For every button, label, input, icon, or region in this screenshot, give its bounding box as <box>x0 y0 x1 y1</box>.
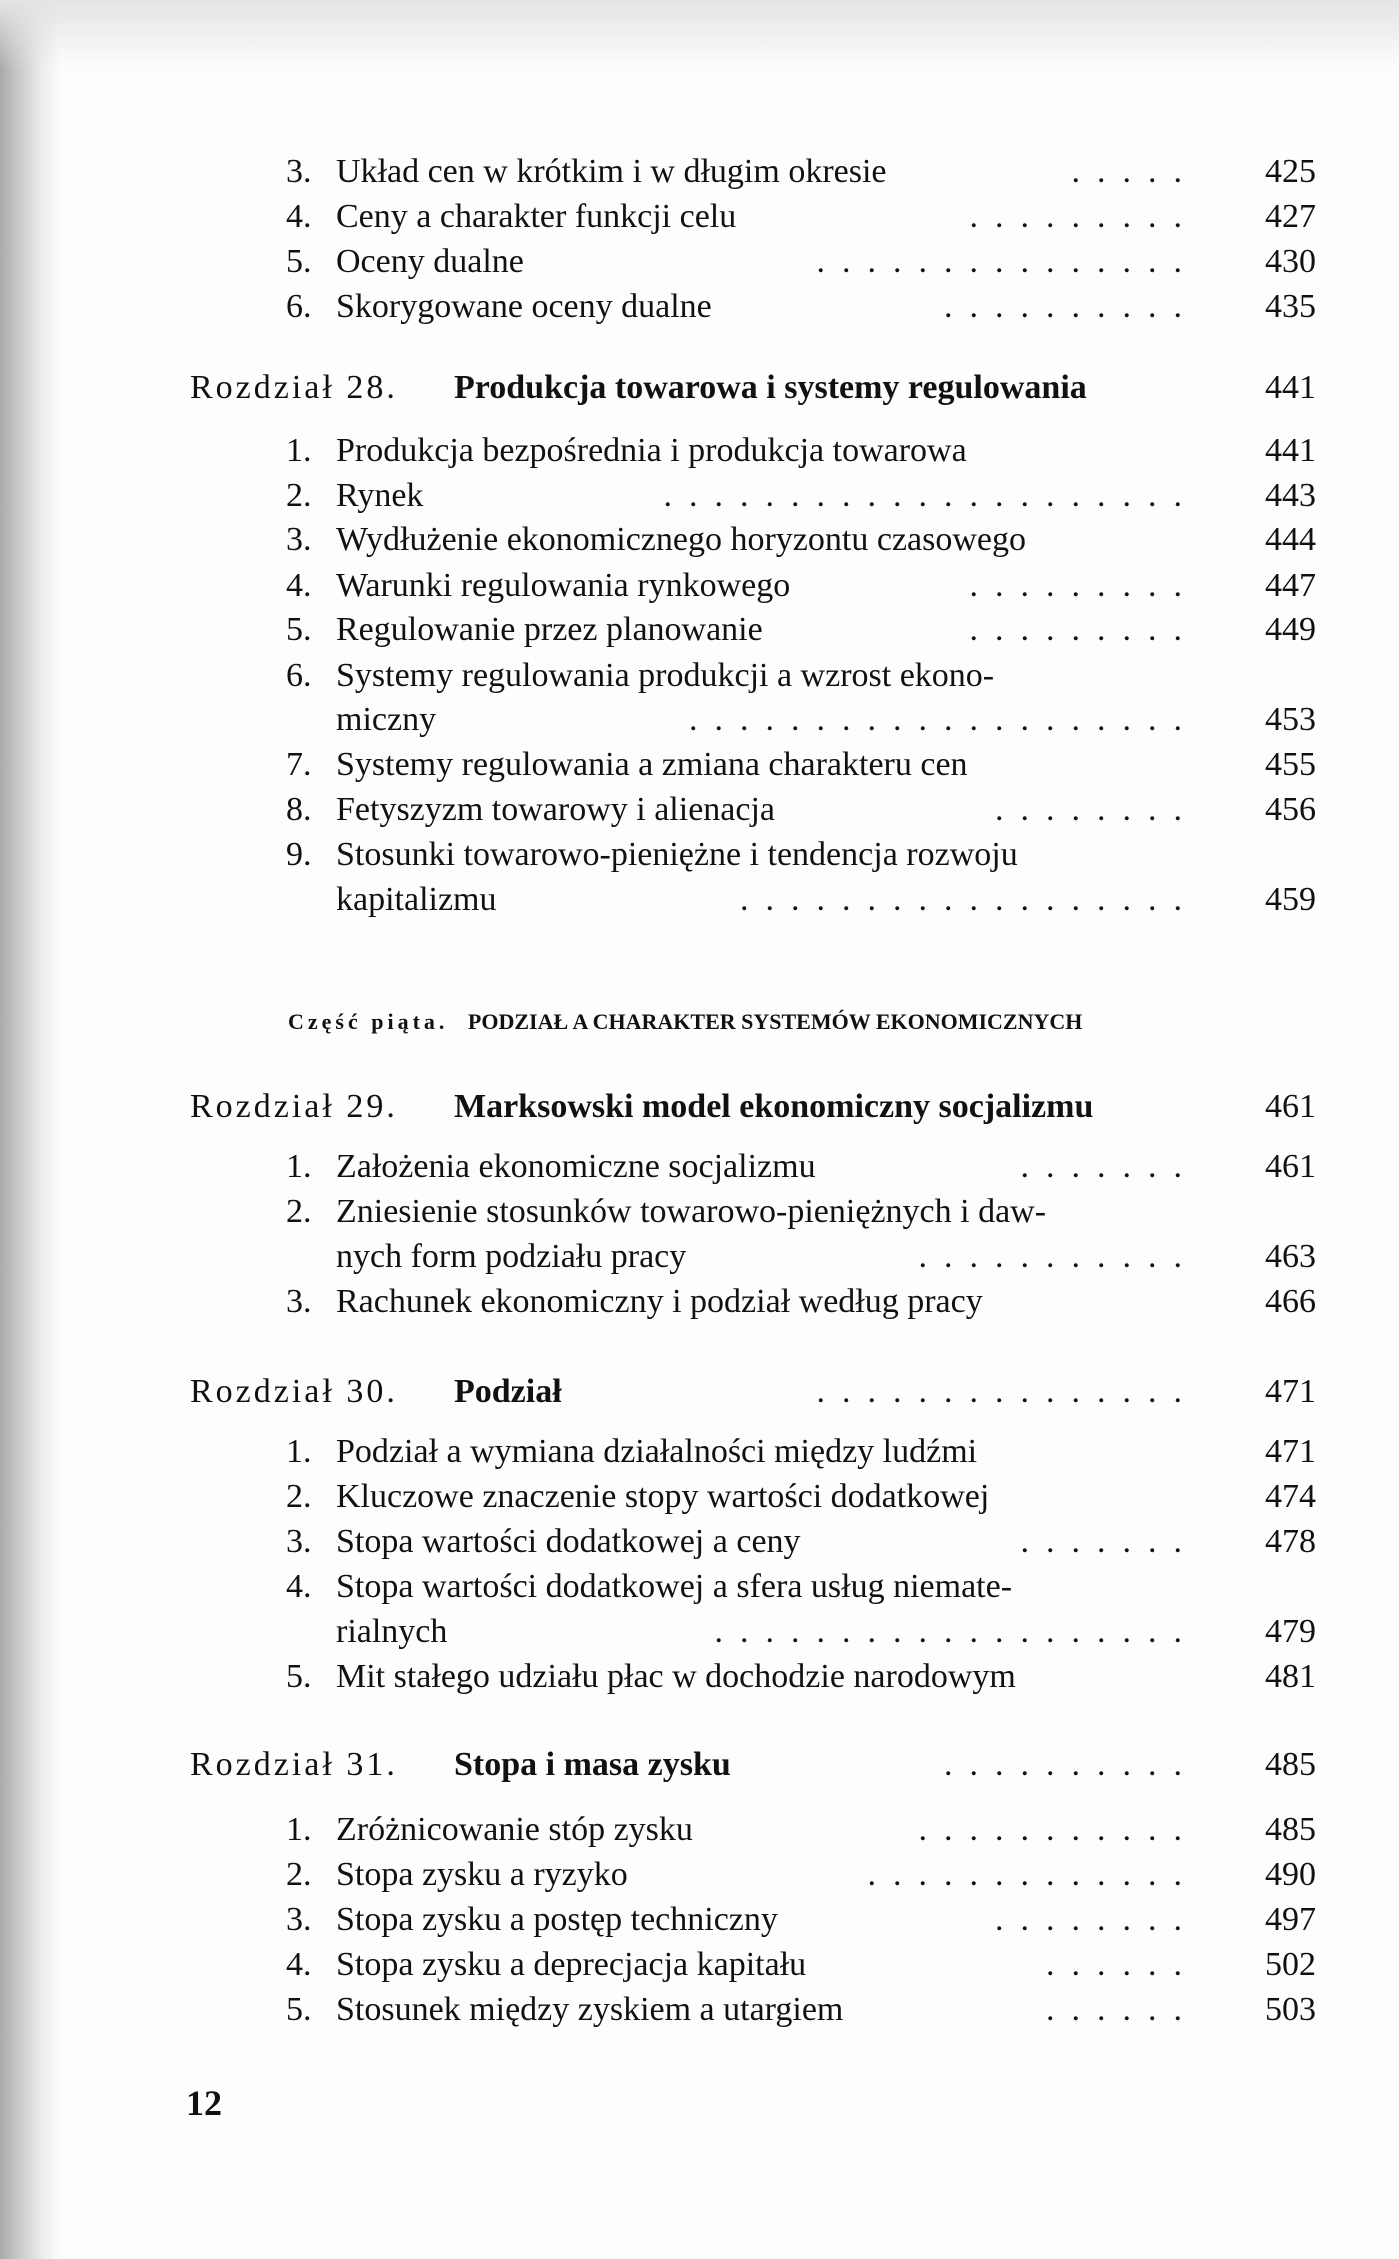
entry-number: 1. <box>286 432 312 469</box>
entry-title: Stopa wartości dodatkowej a ceny <box>336 1523 801 1560</box>
page-number: 12 <box>186 2083 222 2123</box>
toc-entry-continuation <box>0 1235 1399 1279</box>
entry-page: 430 <box>1265 243 1316 280</box>
part-title: PODZIAŁ A CHARAKTER SYSTEMÓW EKONOMICZNYCH <box>467 1009 1083 1034</box>
entry-number: 5. <box>286 611 312 648</box>
toc-entry-continuation <box>0 698 1399 742</box>
leader-dots: ....... <box>1020 1523 1199 1560</box>
entry-number: 5. <box>286 1991 312 2028</box>
entry-page: 503 <box>1265 1991 1316 2028</box>
leader-dots: ................... <box>714 1613 1199 1650</box>
leader-dots: ....... <box>1020 1148 1199 1185</box>
entry-number: 1. <box>286 1148 312 1185</box>
entry-title: Stopa zysku a ryzyko <box>336 1856 628 1893</box>
entry-title: Podział a wymiana działalności między ludźmi <box>336 1433 978 1470</box>
part-label: Część piąta. <box>288 1009 449 1034</box>
entry-page: 502 <box>1265 1946 1316 1983</box>
entry-title: Zróżnicowanie stóp zysku <box>336 1811 693 1848</box>
entry-title: Fetyszyzm towarowy i alienacja <box>336 791 776 828</box>
leader-dots: ......... <box>969 567 1199 604</box>
leader-dots: .................. <box>740 881 1199 918</box>
entry-title: Warunki regulowania rynkowego <box>336 567 791 604</box>
entry-title: Zniesienie stosunków towarowo-pieniężnych i daw- <box>336 1193 1047 1230</box>
entry-number: 2. <box>286 1856 312 1893</box>
entry-title: Stosunek między zyskiem a utargiem <box>336 1991 844 2028</box>
toc-entry <box>0 1280 1399 1324</box>
toc-entry <box>0 564 1399 608</box>
chapter-heading <box>0 1743 1399 1787</box>
chapter-title: Produkcja towarowa i systemy regulowania <box>454 369 1087 406</box>
leader-dots: ...... <box>1046 1991 1199 2028</box>
leader-dots: ..................... <box>663 477 1199 514</box>
entry-page: 481 <box>1265 1658 1316 1695</box>
entry-page: 427 <box>1265 198 1316 235</box>
chapter-page: 471 <box>1265 1373 1316 1410</box>
entry-title: Rynek <box>336 477 424 514</box>
entry-page: 459 <box>1265 881 1316 918</box>
toc-entry <box>0 1988 1399 2032</box>
toc-entry-continuation <box>0 1610 1399 1654</box>
chapter-prefix: Rozdział 29. <box>190 1088 398 1125</box>
entry-number: 6. <box>286 288 312 325</box>
entry-page: 490 <box>1265 1856 1316 1893</box>
chapter-prefix: Rozdział 30. <box>190 1373 398 1410</box>
entry-page: 435 <box>1265 288 1316 325</box>
toc-entry <box>0 1808 1399 1852</box>
entry-title-continuation: kapitalizmu <box>336 881 497 918</box>
entry-number: 3. <box>286 521 312 558</box>
entry-page: 453 <box>1265 701 1316 738</box>
entry-number: 4. <box>286 1946 312 1983</box>
toc-entry <box>0 1190 1399 1234</box>
entry-page: 425 <box>1265 153 1316 190</box>
leader-dots: ......... <box>969 198 1199 235</box>
scan-shadow-top <box>0 0 1399 70</box>
toc-entry <box>0 474 1399 518</box>
entry-page: 485 <box>1265 1811 1316 1848</box>
entry-title-continuation: nych form podziału pracy <box>336 1238 687 1275</box>
entry-title: Mit stałego udziału płac w dochodzie narodowym <box>336 1658 1016 1695</box>
entry-page: 455 <box>1265 746 1316 783</box>
entry-title: Stopa zysku a postęp techniczny <box>336 1901 778 1938</box>
entry-number: 4. <box>286 1568 312 1605</box>
chapter-page: 485 <box>1265 1746 1316 1783</box>
chapter-heading <box>0 1085 1399 1129</box>
toc-entry <box>0 1430 1399 1474</box>
toc-entry-continuation <box>0 878 1399 922</box>
part-heading <box>288 1004 1082 1040</box>
entry-title: Kluczowe znaczenie stopy wartości dodatkowej <box>336 1478 990 1515</box>
entry-number: 1. <box>286 1811 312 1848</box>
toc-entry <box>0 1943 1399 1987</box>
entry-number: 1. <box>286 1433 312 1470</box>
entry-title: Skorygowane oceny dualne <box>336 288 712 325</box>
leader-dots: ..... <box>1071 153 1199 190</box>
toc-entry <box>0 788 1399 832</box>
entry-title: Wydłużenie ekonomicznego horyzontu czasowego <box>336 521 1026 558</box>
entry-title: Produkcja bezpośrednia i produkcja towarowa <box>336 432 967 469</box>
chapter-title: Marksowski model ekonomiczny socjalizmu <box>454 1088 1094 1125</box>
leader-dots: ........... <box>918 1238 1199 1275</box>
entry-title: Stopa wartości dodatkowej a sfera usług niemate- <box>336 1568 1013 1605</box>
toc-entry <box>0 1565 1399 1609</box>
entry-page: 443 <box>1265 477 1316 514</box>
entry-page: 497 <box>1265 1901 1316 1938</box>
chapter-title: Podział <box>454 1373 562 1410</box>
toc-entry <box>0 608 1399 652</box>
toc-entry <box>0 1655 1399 1699</box>
leader-dots: ........... <box>918 1811 1199 1848</box>
entry-number: 5. <box>286 243 312 280</box>
leader-dots: ......... <box>969 611 1199 648</box>
entry-title: Systemy regulowania produkcji a wzrost ekono- <box>336 657 995 694</box>
entry-page: 444 <box>1265 521 1316 558</box>
toc-entry <box>0 654 1399 698</box>
entry-page: 466 <box>1265 1283 1316 1320</box>
entry-title: Stosunki towarowo-pieniężne i tendencja rozwoju <box>336 836 1018 873</box>
entry-number: 8. <box>286 791 312 828</box>
toc-entry <box>0 833 1399 877</box>
entry-title: Założenia ekonomiczne socjalizmu <box>336 1148 816 1185</box>
toc-entry <box>0 518 1399 562</box>
entry-number: 7. <box>286 746 312 783</box>
toc-entry <box>0 1145 1399 1189</box>
entry-page: 447 <box>1265 567 1316 604</box>
entry-title: Oceny dualne <box>336 243 524 280</box>
entry-number: 2. <box>286 477 312 514</box>
entry-title-continuation: miczny <box>336 701 437 738</box>
leader-dots: ...... <box>1046 1946 1199 1983</box>
entry-number: 2. <box>286 1478 312 1515</box>
leader-dots: .......... <box>944 288 1199 325</box>
entry-title: Układ cen w krótkim i w długim okresie <box>336 153 887 190</box>
entry-page: 441 <box>1265 432 1316 469</box>
entry-page: 456 <box>1265 791 1316 828</box>
entry-number: 2. <box>286 1193 312 1230</box>
leader-dots: ............. <box>867 1856 1199 1893</box>
chapter-page: 441 <box>1265 369 1316 406</box>
toc-entry <box>0 1520 1399 1564</box>
entry-page: 461 <box>1265 1148 1316 1185</box>
chapter-heading <box>0 1370 1399 1414</box>
leader-dots: ........ <box>995 1901 1199 1938</box>
toc-entry <box>0 743 1399 787</box>
entry-title: Regulowanie przez planowanie <box>336 611 763 648</box>
entry-number: 4. <box>286 198 312 235</box>
toc-entry <box>0 150 1399 194</box>
chapter-prefix: Rozdział 31. <box>190 1746 398 1783</box>
entry-page: 449 <box>1265 611 1316 648</box>
toc-entry <box>0 285 1399 329</box>
entry-page: 471 <box>1265 1433 1316 1470</box>
leader-dots: .................... <box>689 701 1199 738</box>
entry-number: 4. <box>286 567 312 604</box>
entry-number: 3. <box>286 1901 312 1938</box>
toc-entry <box>0 195 1399 239</box>
entry-page: 474 <box>1265 1478 1316 1515</box>
leader-dots: ............... <box>816 1373 1199 1410</box>
toc-entry <box>0 1853 1399 1897</box>
entry-number: 3. <box>286 153 312 190</box>
entry-page: 479 <box>1265 1613 1316 1650</box>
entry-title: Stopa zysku a deprecjacja kapitału <box>336 1946 807 1983</box>
leader-dots: ............... <box>816 243 1199 280</box>
entry-number: 9. <box>286 836 312 873</box>
chapter-heading <box>0 366 1399 410</box>
toc-entry <box>0 1898 1399 1942</box>
entry-number: 3. <box>286 1283 312 1320</box>
entry-number: 5. <box>286 1658 312 1695</box>
chapter-prefix: Rozdział 28. <box>190 369 398 406</box>
entry-page: 478 <box>1265 1523 1316 1560</box>
toc-entry <box>0 240 1399 284</box>
entry-title: Rachunek ekonomiczny i podział według pracy <box>336 1283 983 1320</box>
chapter-title: Stopa i masa zysku <box>454 1746 731 1783</box>
leader-dots: ........ <box>995 791 1199 828</box>
entry-page: 463 <box>1265 1238 1316 1275</box>
entry-number: 6. <box>286 657 312 694</box>
toc-entry <box>0 429 1399 473</box>
entry-title-continuation: rialnych <box>336 1613 448 1650</box>
toc-entry <box>0 1475 1399 1519</box>
entry-title: Ceny a charakter funkcji celu <box>336 198 737 235</box>
chapter-page: 461 <box>1265 1088 1316 1125</box>
leader-dots: .......... <box>944 1746 1199 1783</box>
entry-title: Systemy regulowania a zmiana charakteru cen <box>336 746 968 783</box>
entry-number: 3. <box>286 1523 312 1560</box>
